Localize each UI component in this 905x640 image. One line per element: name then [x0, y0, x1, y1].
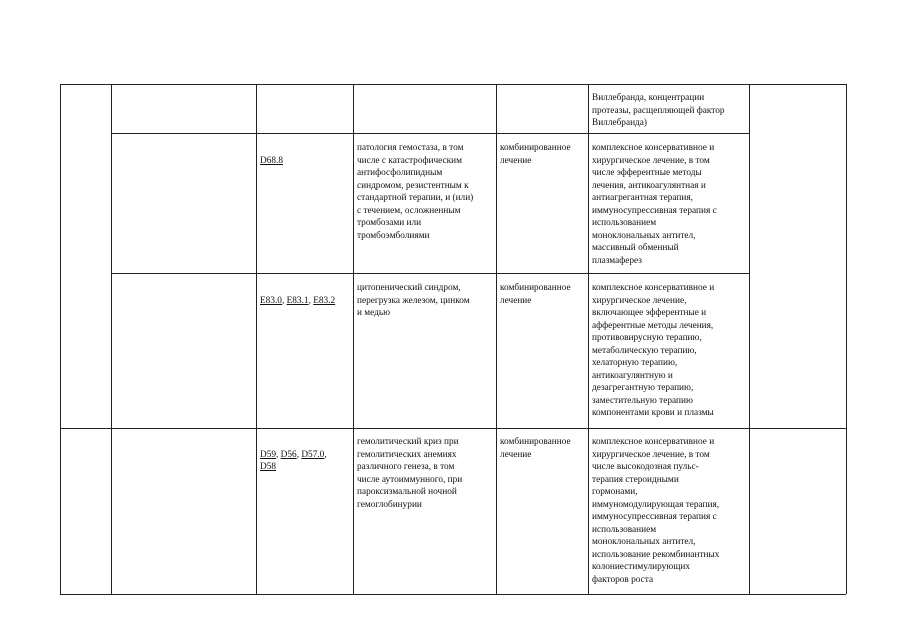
- code-separator: ,: [276, 449, 281, 460]
- icd-code-link[interactable]: E83.1: [286, 295, 309, 306]
- icd-code-link[interactable]: D56: [280, 449, 297, 460]
- disease-cell: патология гемостаза, в том числе с катастрофическим антифосфолипидным синдромом, резистентным к стандартной терапии, и (или) с течением, осложненным тромбозами или тромбоэмболиями: [357, 143, 474, 241]
- treatment-type-cell: комбинированное лечение: [500, 437, 571, 460]
- method-cell: комплексное консервативное и хирургическое лечение, в том числе высокодозная пульс- терапия стероидными гормонами, иммуномодулирующая терапия, иммуносупрессивная терапия с использованием моноклональных антител, использование рекомбинантных колониестимулирующих факторов роста: [592, 437, 720, 585]
- disease-cell: цитопенический синдром, перегрузка железом, цинком и медью: [357, 283, 470, 318]
- icd-code-link[interactable]: D68.8: [260, 155, 283, 166]
- disease-cell: гемолитический криз при гемолитических анемиях различного генеза, в том числе аутоиммунного, при пароксизмальной ночной гемоглобинурии: [357, 437, 463, 510]
- code-separator: ,: [324, 449, 327, 460]
- method-cell: Виллебранда, концентрации протеазы, расщепляющей фактор Виллебранда): [592, 93, 725, 128]
- code-separator: ,: [281, 295, 287, 306]
- icd-code-link[interactable]: D57.0: [301, 449, 325, 460]
- icd-codes-cell: [260, 282, 352, 307]
- icd-code-link[interactable]: E83.0: [260, 295, 282, 306]
- treatment-type-cell: комбинированное лечение: [500, 283, 571, 306]
- code-separator: ,: [296, 449, 302, 460]
- icd-code-link[interactable]: E83.2: [313, 295, 336, 306]
- method-cell: комплексное консервативное и хирургическое лечение, в том числе эфферентные методы лечения, антикоагулянтная и антиагрегантная терапия, иммуносупрессивная терапия с использованием моноклональных антител, массивный обменный плазмаферез: [592, 143, 717, 266]
- icd-codes-cell: [260, 142, 352, 167]
- code-separator: ,: [308, 295, 314, 306]
- icd-code-link[interactable]: D58: [260, 462, 277, 472]
- method-cell: комплексное консервативное и хирургическое лечение, включающее эфферентные и афферентные методы лечения, противовирусную терапию, метаболическую терапию, хелаторную терапию, антикоагулянтную и дезагрегантную терапию, заместительную терапию компонентами крови и плазмы: [592, 283, 715, 418]
- icd-codes-cell: [260, 436, 352, 474]
- icd-code-link[interactable]: D59: [260, 449, 277, 460]
- treatment-type-cell: комбинированное лечение: [500, 143, 571, 166]
